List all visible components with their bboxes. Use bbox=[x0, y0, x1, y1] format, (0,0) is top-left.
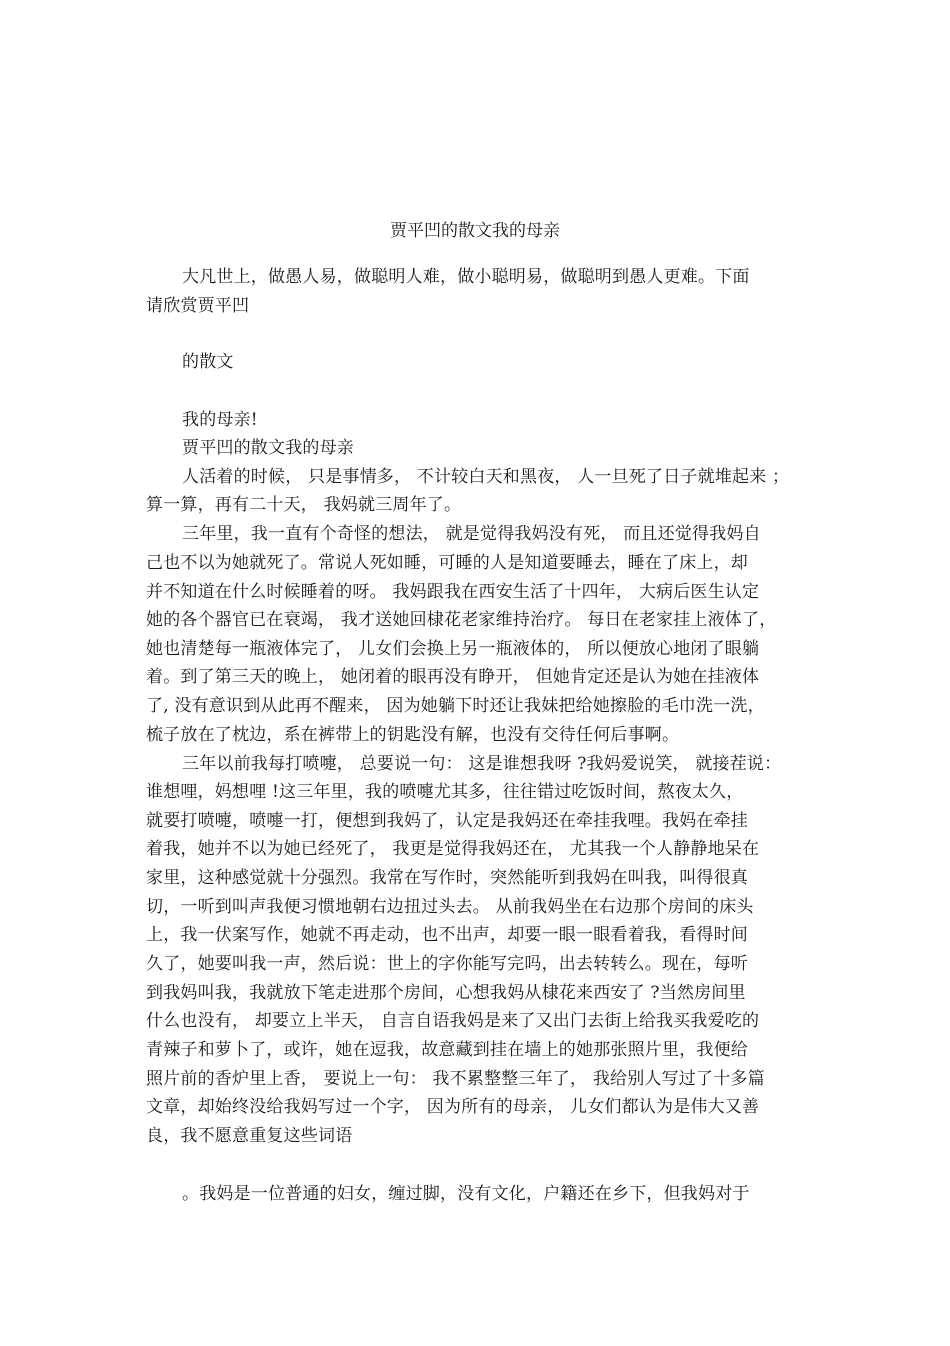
text-line: 家里，这种感觉就十分强烈。我常在写作时，突然能听到我妈在叫我，叫得很真 bbox=[146, 868, 748, 888]
document-title: 贾平凹的散文我的母亲 bbox=[390, 221, 560, 241]
text-line: 请欣赏贾平凹 bbox=[146, 296, 250, 316]
text-line: 文章，却始终没给我妈写过一个字， 因为所有的母亲， 儿女们都认为是伟大又善 bbox=[146, 1097, 760, 1117]
text-line: 三年以前我每打喷嚏， 总要说一句： 这是谁想我呀 ?我妈爱说笑， 就接茬说： bbox=[182, 754, 782, 774]
text-line: 久了，她要叫我一声，然后说：世上的字你能写完吗，出去转转么。现在，每听 bbox=[146, 954, 748, 974]
text-line: 算一算，再有二十天， 我妈就三周年了。 bbox=[146, 495, 462, 515]
text-line: 我的母亲! bbox=[182, 410, 258, 430]
text-line: 大凡世上，做愚人易，做聪明人难，做小聪明易，做聪明到愚人更难。下面 bbox=[182, 267, 750, 287]
text-line: 切，一听到叫声我便习惯地朝右边扭过头去。 从前我妈坐在右边那个房间的床头 bbox=[146, 897, 754, 917]
text-line: 着。到了第三天的晚上， 她闭着的眼再没有睁开， 但她肯定还是认为她在挂液体 bbox=[146, 667, 760, 687]
text-line: 了, 没有意识到从此再不醒来， 因为她躺下时还让我妹把给她擦脸的毛巾洗一洗， bbox=[146, 696, 765, 716]
text-line: 人活着的时候， 只是事情多， 不计较白天和黑夜， 人一旦死了日子就堆起来 ； bbox=[182, 467, 790, 487]
text-line: 她的各个器官已在衰竭， 我才送她回棣花老家维持治疗。 每日在老家挂上液体了， bbox=[146, 610, 777, 630]
text-line: 就要打喷嚏，喷嚏一打，便想到我妈了，认定是我妈还在牵挂我哩。我妈在牵挂 bbox=[146, 811, 748, 831]
text-line: 着我，她并不以为她已经死了， 我更是觉得我妈还在， 尤其我一个人静静地呆在 bbox=[146, 839, 760, 859]
text-line: 什么也没有， 却要立上半天， 自言自语我妈是来了又出门去街上给我买我爱吃的 bbox=[146, 1011, 760, 1031]
text-line: 照片前的香炉里上香， 要说上一句： 我不累整整三年了， 我给别人写过了十多篇 bbox=[146, 1069, 765, 1089]
text-line: 上，我一伏案写作，她就不再走动，也不出声，却要一眼一眼看着我，看得时间 bbox=[146, 925, 748, 945]
text-line: 良，我不愿意重复这些词语 bbox=[146, 1126, 353, 1146]
text-line: 她也清楚每一瓶液体完了， 儿女们会换上另一瓶液体的， 所以便放心地闭了眼躺 bbox=[146, 639, 760, 659]
text-line: 己也不以为她就死了。常说人死如睡，可睡的人是知道要睡去，睡在了床上，却 bbox=[146, 553, 748, 573]
text-line: 到我妈叫我，我就放下笔走进那个房间，心想我妈从棣花来西安了 ?当然房间里 bbox=[146, 983, 746, 1003]
text-line: 谁想哩，妈想哩 !这三年里，我的喷嚏尤其多，往往错过吃饭时间，熬夜太久， bbox=[146, 782, 744, 802]
text-line: 三年里，我一直有个奇怪的想法， 就是觉得我妈没有死， 而且还觉得我妈自 bbox=[182, 524, 761, 544]
text-line: 并不知道在什么时候睡着的呀。 我妈跟我在西安生活了十四年， 大病后医生认定 bbox=[146, 582, 760, 602]
text-line: 贾平凹的散文我的母亲 bbox=[182, 438, 354, 458]
text-line: 。我妈是一位普通的妇女，缠过脚，没有文化，户籍还在乡下，但我妈对于 bbox=[182, 1184, 750, 1204]
text-line: 的散文 bbox=[182, 352, 234, 372]
text-line: 梳子放在了枕边，系在裤带上的钥匙没有解，也没有交待任何后事啊。 bbox=[146, 725, 680, 745]
text-line: 青辣子和萝卜了，或许，她在逗我，故意藏到挂在墙上的她那张照片里，我便给 bbox=[146, 1040, 748, 1060]
